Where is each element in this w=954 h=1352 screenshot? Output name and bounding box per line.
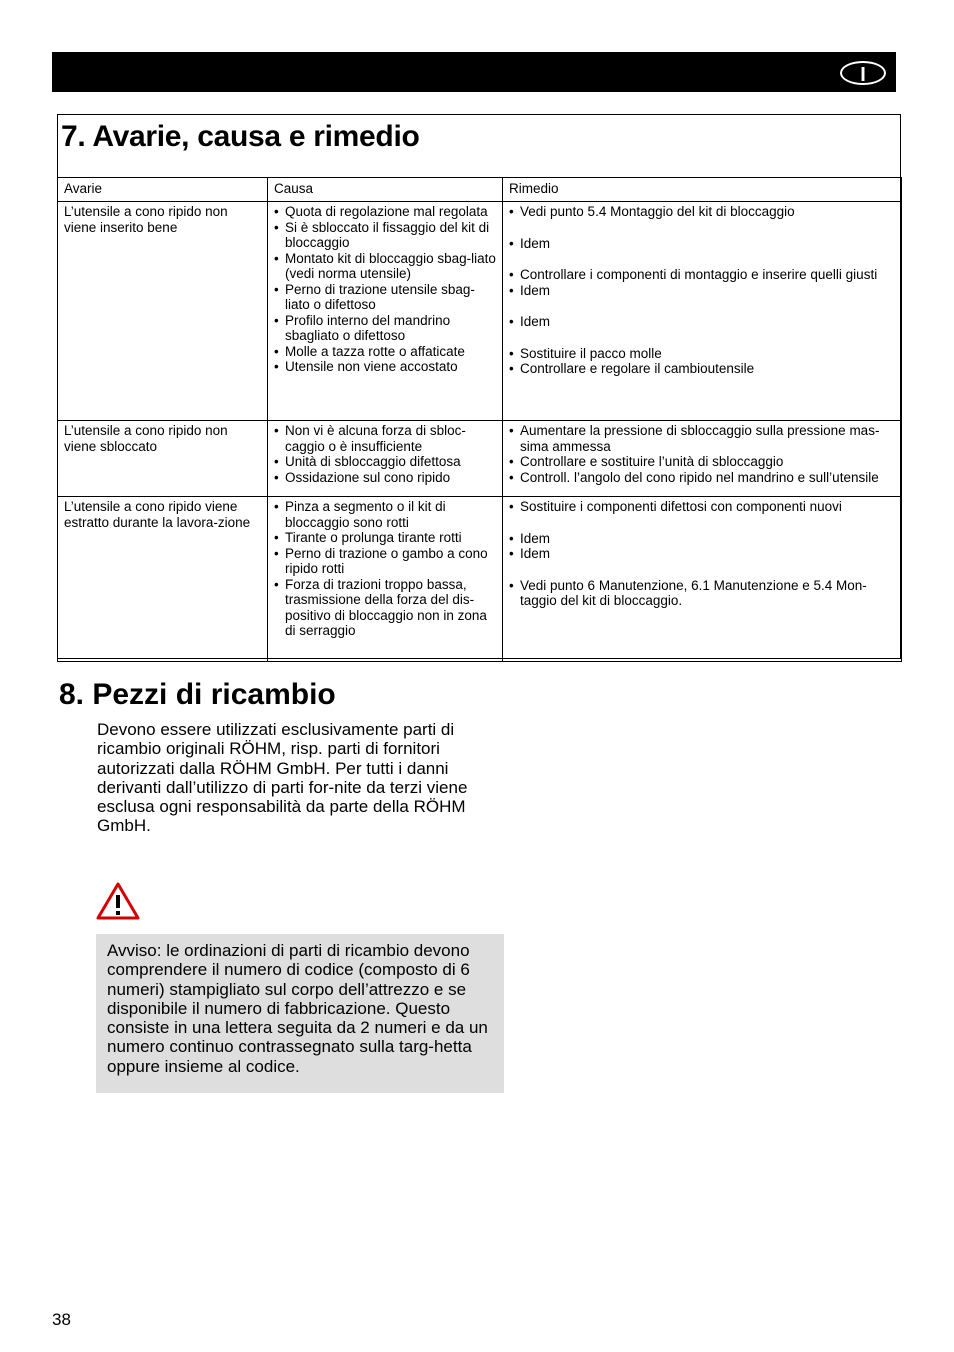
list-item: • Vedi punto 6 Manutenzione, 6.1 Manutenzione e 5.4 Mon-taggio del kit di bloccaggio. <box>509 578 895 609</box>
remedy-cell <box>503 497 902 662</box>
list-item: • Unità di sbloccaggio difettosa <box>274 454 496 470</box>
cause-cell <box>268 497 503 662</box>
cause-cell <box>268 421 503 497</box>
list-item: • Sostituire i componenti difettosi con componenti nuovi <box>509 499 895 515</box>
list-item: • Montato kit di bloccaggio sbag-liato (vedi norma utensile) <box>274 251 496 282</box>
table-row <box>58 202 902 421</box>
fault-cell: L’utensile a cono ripido non viene inserito bene <box>58 202 268 421</box>
language-badge: I <box>840 61 886 85</box>
list-item: • Molle a tazza rotte o affaticate <box>274 344 496 360</box>
list-item: • Tirante o prolunga tirante rotti <box>274 530 496 546</box>
list-item: • Controllare e sostituire l’unità di sbloccaggio <box>509 454 895 470</box>
list-item: • Ossidazione sul cono ripido <box>274 470 496 486</box>
list-item: • Pinza a segmento o il kit di bloccaggio sono rotti <box>274 499 496 530</box>
table-row <box>58 421 902 497</box>
table-header-row <box>58 178 902 202</box>
list-item: • Idem <box>509 314 895 330</box>
warning-triangle-icon <box>96 882 140 920</box>
column-header-remedy: Rimedio <box>503 178 902 202</box>
ordering-note-text: Avviso: le ordinazioni di parti di ricambio devono comprendere il numero di codice (composto di 6 numeri) stampigliato sul corpo dell’attrezzo e se disponibile il numero di fabbricazione. Questo consiste in una lettera seguita da 2 numeri e da un numero continuo contrassegnato sulla targ-hetta oppure insieme al codice. <box>107 941 488 1076</box>
list-item: • Idem <box>509 546 895 562</box>
list-item: • Perno di trazione utensile sbag-liato o difettoso <box>274 282 496 313</box>
list-item: • Quota di regolazione mal regolata <box>274 204 496 220</box>
list-item: • Perno di trazione o gambo a cono ripido rotti <box>274 546 496 577</box>
list-item: • Controllare i componenti di montaggio e inserire quelli giusti <box>509 267 895 283</box>
column-header-fault: Avarie <box>58 178 268 202</box>
section-title: 7. Avarie, causa e rimedio <box>61 120 420 153</box>
section-troubleshooting <box>57 114 901 659</box>
cause-cell <box>268 202 503 421</box>
list-item: • Controllare e regolare il cambioutensile <box>509 361 895 377</box>
remedy-cell <box>503 202 902 421</box>
remedy-cell <box>503 421 902 497</box>
list-item: • Sostituire il pacco molle <box>509 346 895 362</box>
list-item: • Idem <box>509 236 895 252</box>
list-item: • Vedi punto 5.4 Montaggio del kit di bloccaggio <box>509 204 895 220</box>
spare-parts-paragraph: Devono essere utilizzati esclusivamente parti di ricambio originali RÖHM, risp. parti di fornitori autorizzati dalla RÖHM GmbH. Per tutti i danni derivanti dall’utilizzo di parti for-nite da terzi viene esclusa ogni responsabilità da parte della RÖHM GmbH. <box>97 720 468 836</box>
column-header-cause: Causa <box>268 178 503 202</box>
ordering-note-box <box>96 934 504 1093</box>
troubleshooting-table <box>57 177 902 662</box>
list-item: • Aumentare la pressione di sbloccaggio sulla pressione mas-sima ammessa <box>509 423 895 454</box>
page-number: 38 <box>52 1310 71 1329</box>
list-item: • Idem <box>509 283 895 299</box>
fault-cell: L’utensile a cono ripido viene estratto durante la lavora-zione <box>58 497 268 662</box>
list-item: • Idem <box>509 531 895 547</box>
list-item: • Forza di trazioni troppo bassa, trasmissione della forza del dis-positivo di bloccaggio non in zona di serraggio <box>274 577 496 639</box>
list-item: • Controll. l’angolo del cono ripido nel mandrino e sull’utensile <box>509 470 895 486</box>
fault-cell: L’utensile a cono ripido non viene sbloccato <box>58 421 268 497</box>
list-item: • Non vi è alcuna forza di sbloc-caggio o è insufficiente <box>274 423 496 454</box>
table-row <box>58 497 902 662</box>
list-item: • Utensile non viene accostato <box>274 359 496 375</box>
list-item: • Si è sbloccato il fissaggio del kit di bloccaggio <box>274 220 496 251</box>
section-title: 8. Pezzi di ricambio <box>59 678 336 711</box>
header-bar <box>52 52 896 92</box>
list-item: • Profilo interno del mandrino sbagliato o difettoso <box>274 313 496 344</box>
